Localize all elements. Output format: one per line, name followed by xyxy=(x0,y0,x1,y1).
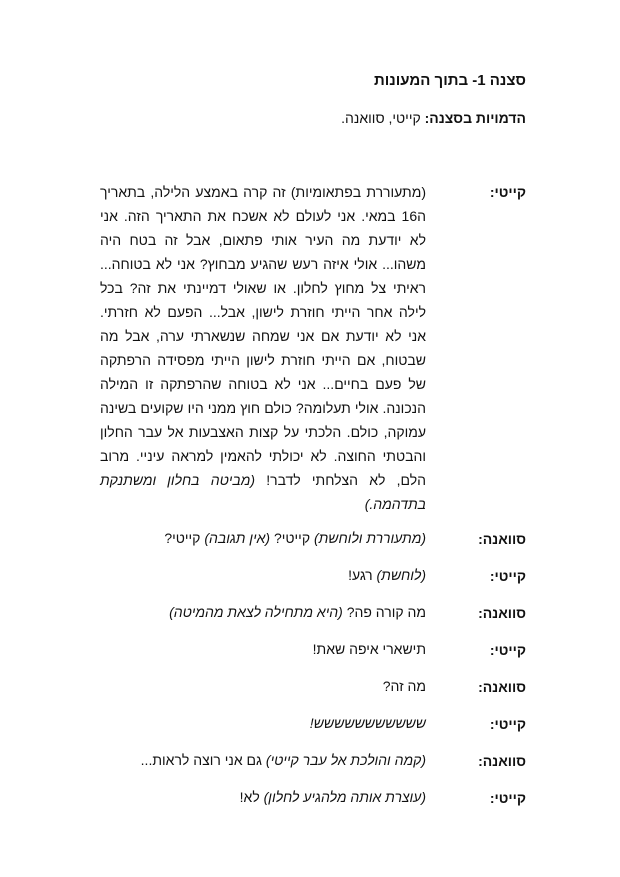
dialogue-text xyxy=(100,749,426,771)
speaker-name: קייטי: xyxy=(489,790,526,806)
dialogue-row xyxy=(100,527,526,551)
speaker-name: קייטי: xyxy=(489,716,526,732)
dialogue-text xyxy=(100,712,426,734)
dialogue-row xyxy=(100,638,526,662)
dialogue-row xyxy=(100,180,526,516)
dialogue-text xyxy=(100,527,426,549)
scene-title: סצנה 1- בתוך המעונות xyxy=(373,72,526,89)
stage-direction: (לוחשת) xyxy=(376,567,426,583)
dialogue-text xyxy=(100,786,426,808)
dialogue-speech: תישארי איפה שאת! xyxy=(312,641,426,657)
dialogue-row xyxy=(100,786,526,810)
dialogue-speech: קייטי? xyxy=(273,530,311,546)
speaker-name: סוואנה: xyxy=(478,605,526,621)
speaker-name: סוואנה: xyxy=(478,679,526,695)
dialogue-speech: מה קורה פה? xyxy=(346,604,426,620)
dialogue-speech: קייטי? xyxy=(164,530,201,546)
stage-direction: (קמה והולכת אל עבר קייטי) xyxy=(265,752,426,768)
stage-direction: (היא מתחילה לצאת מהמיטה) xyxy=(169,604,343,620)
dialogue-speech: ששששששששששש! xyxy=(309,715,426,731)
speaker-name: קייטי: xyxy=(489,642,526,658)
dialogue-row xyxy=(100,712,526,736)
dialogue-speech: גם אני רוצה לראות... xyxy=(140,752,262,768)
dialogue-text xyxy=(100,180,426,516)
dialogue-row xyxy=(100,601,526,625)
speaker-name: סוואנה: xyxy=(478,531,526,547)
dialogue-speech: רגע! xyxy=(348,567,373,583)
speaker-name: סוואנה: xyxy=(478,753,526,769)
dialogue-speech: לא! xyxy=(239,789,260,805)
characters-label: הדמויות בסצנה: xyxy=(424,110,526,126)
dialogue-text xyxy=(100,675,426,697)
stage-direction: (מביטה בחלון ומשתנקת בתדהמה.) xyxy=(100,472,426,512)
stage-direction: (אין תגובה) xyxy=(204,530,271,546)
dialogue-speech: (מתעוררת בפתאומיות) זה קרה באמצע הלילה, בתאריך ה16 במאי. אני לעולם לא אשכח את התאריך הזה. אני לא יודעת מה העיר אותי פתאום, אבל זה בטח היה משהו... אולי איזה רעש שהגיע מבחוץ? אני לא בטוחה... ראיתי צל מחוץ לחלון. או שאולי דמיינתי את זה? בכל לילה אחר הייתי חוזרת לישון, אבל... הפעם לא חזרתי. אני לא יודעת אם אני שמחה שנשארתי ערה, אבל מה שבטוח, אם הייתי חוזרת לישון הייתי מפסידה הרפתקה של פעם בחיים... אני לא בטוחה שהרפתקה זו המילה הנכונה. אולי תעלומה? כולם חוץ ממני היו שקועים בשינה עמוקה, כולם. הלכתי על קצות האצבעות אל עבר החלון והבטתי החוצה. לא יכולתי להאמין למראה עיניי. מרוב הלם, לא הצלחתי לדבר! xyxy=(100,184,426,488)
characters-list: קייטי, סוואנה. xyxy=(341,110,421,126)
dialogue-speech: מה זה? xyxy=(382,678,426,694)
dialogue-row xyxy=(100,564,526,588)
speaker-name: קייטי: xyxy=(489,184,526,200)
dialogue-row xyxy=(100,749,526,773)
dialogue-list xyxy=(100,180,526,823)
speaker-name: קייטי: xyxy=(489,568,526,584)
dialogue-row xyxy=(100,675,526,699)
dialogue-text xyxy=(100,564,426,586)
stage-direction: (מתעוררת ולוחשת) xyxy=(313,530,426,546)
stage-direction: (עוצרת אותה מלהגיע לחלון) xyxy=(263,789,426,805)
dialogue-text xyxy=(100,638,426,660)
dialogue-text xyxy=(100,601,426,623)
characters-line xyxy=(341,110,526,126)
